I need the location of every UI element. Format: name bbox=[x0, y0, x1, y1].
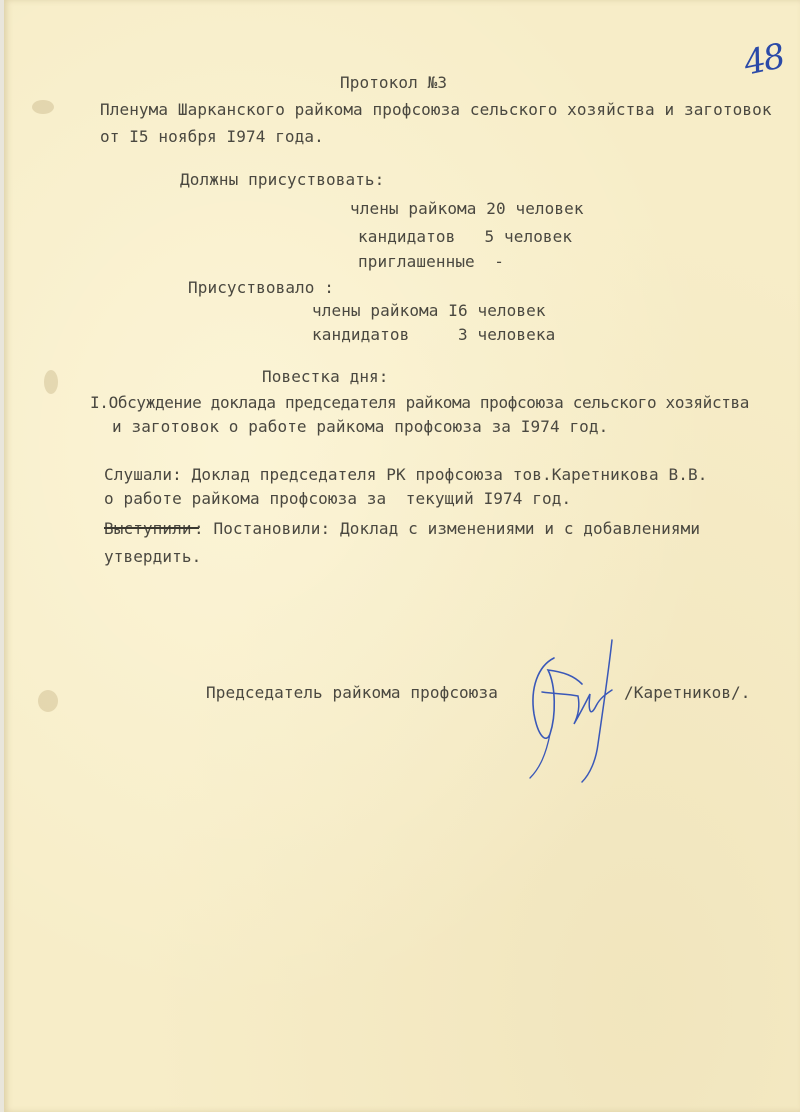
should-attend-heading: Должны присуствовать: bbox=[180, 170, 385, 189]
folio-number: 48 bbox=[740, 36, 787, 84]
heard-line2: о работе райкома профсоюза за текущий I974 год. bbox=[104, 489, 572, 508]
paper-stain bbox=[44, 370, 58, 394]
attended-heading: Присуствовало : bbox=[188, 278, 334, 297]
should-attend-members: члены райкома 20 человек bbox=[350, 199, 584, 218]
strikethrough-mark bbox=[104, 527, 199, 529]
resolved-line1: : Постановили: Доклад с изменениями и с добавлениями bbox=[194, 519, 701, 538]
document-subtitle: Пленума Шарканского райкома профсоюза сельского хозяйства и заготовок bbox=[100, 100, 772, 119]
paper-stain bbox=[38, 690, 58, 712]
document-page bbox=[4, 0, 800, 1112]
struck-word bbox=[104, 519, 192, 539]
paper-stain bbox=[32, 100, 54, 114]
should-attend-invited: приглашенные - bbox=[358, 252, 504, 271]
should-attend-candidates: кандидатов 5 человек bbox=[358, 227, 573, 246]
signature-name: /Каретников/. bbox=[624, 683, 751, 702]
agenda-heading: Повестка дня: bbox=[262, 367, 389, 386]
agenda-item-line1: I.Обсуждение доклада председателя райкома профсоюза сельского хозяйства bbox=[90, 393, 750, 412]
attended-candidates: кандидатов 3 человека bbox=[312, 325, 556, 344]
document-date: от I5 ноября I974 года. bbox=[100, 127, 324, 146]
signature-label: Председатель райкома профсоюза bbox=[206, 683, 498, 702]
handwritten-signature bbox=[516, 636, 626, 786]
resolved-line2: утвердить. bbox=[104, 547, 202, 566]
document-title: Протокол №3 bbox=[340, 73, 448, 92]
heard-line1: Слушали: Доклад председателя РК профсоюза тов.Каретникова В.В. bbox=[104, 465, 708, 484]
attended-members: члены райкома I6 человек bbox=[312, 301, 546, 320]
agenda-item-line2: и заготовок о работе райкома профсоюза за I974 год. bbox=[112, 417, 609, 436]
